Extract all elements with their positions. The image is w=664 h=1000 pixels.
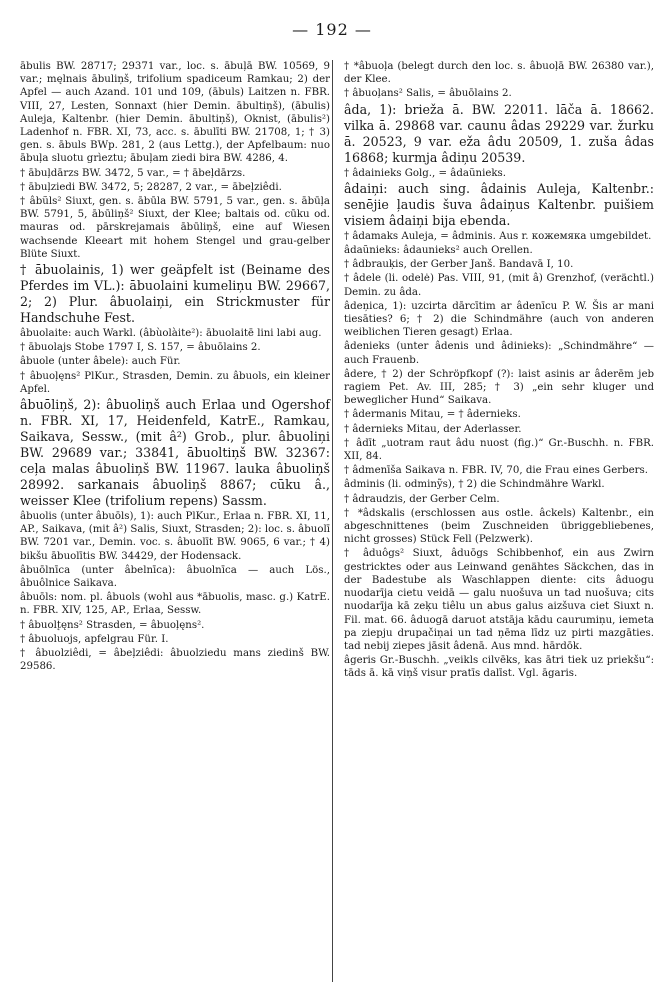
dictionary-entry: † âdamaks Auleja, = âdminis. Aus r. кожемяка umgebildet. [344, 230, 652, 242]
dictionary-entry: † âdele (li. odelė) Pas. VIII, 91, (mit â) Grenzhof, (verächtl.) Demin. zu âda. [344, 273, 654, 298]
dictionary-entry: âdaũnieks: âdaunieks² auch Orellen. [344, 245, 533, 257]
dictionary-entry: † âbuoļans² Salis, = âbuōlains 2. [344, 88, 512, 100]
right-column [344, 60, 654, 682]
dictionary-entry: † âdraudzis, der Gerber Celm. [344, 493, 500, 505]
dictionary-entry: âbuolis (unter âbuōls), 1): auch PlKur., Erlaa n. FBR. XI, 11, AP., Saikava, (mit â²) Salis, Siuxt, Strasden; 2): loc. s. âbuolī BW. 7201 var., Demin. voc. s. âbuolīt BW. 9065, 6 var.; † 4) bikšu ābuolītis BW. 34429, der Hodensack. [20, 511, 330, 562]
dictionary-entry: † ābuolainis, 1) wer geäpfelt ist (Beiname des Pferdes im VL.): ābuolaini kumeliņu BW. 29667, 2; 2) Plur. âbuolaiņi, ein Strickmuster für Handschuhe Fest. [20, 262, 330, 326]
dictionary-entry: † ābuolajs Stobe 1797 I, S. 157, = âbuōlains 2. [20, 342, 261, 354]
dictionary-entry: † âdbrauķis, der Gerber Janš. Bandavā I, 10. [344, 259, 574, 271]
dictionary-entry: âbuōls: nom. pl. âbuols (wohl aus *ābuolis, masc. g.) KatrE. n. FBR. XIV, 125, AP., Erlaa, Sessw. [20, 592, 330, 617]
dictionary-entry: † âdernieks Mitau, der Aderlasser. [344, 423, 522, 435]
column-divider [332, 60, 333, 982]
dictionary-entry: âbuōlnīca (unter âbelnīca): âbuolnīca — auch Lös., âbuôlnice Saikava. [20, 564, 330, 590]
dictionary-entry: † âdīt „uotram raut âdu nuost (fig.)“ Gr.-Buschh. n. FBR. XII, 84. [344, 437, 654, 463]
dictionary-entry: † âdermanis Mitau, = † âdernieks. [344, 409, 521, 421]
dictionary-entry: † âduôgs² Siuxt, âduōgs Schibbenhof, ein aus Zwirn gestricktes oder aus Leinwand genähtes Säckchen, das in der Badestube als Waschlappen diente: cits âduogu nuodarīja cietu veidā — galu nuošuva un tad nuošuva; cits nuodarīja kā zeķu tiêlu un abus galus aizšuva ciet Siuxt n. Fil. mat. 66. âduogā daruot atstāja kādu caurumiņu, iemeta pa ziepju drupačiņai un tad ņēma līdz uz pirti mazgāties. tad nebij ziepes jāsit âdenā. Aus mnd. hārdōk. [344, 548, 654, 652]
dictionary-entry: † *âdskalis (erschlossen aus ostle. âckels) Kaltenbr., ein abgeschnittenes (beim Zuschneiden übriggebliebenes, nicht grosses) Stück Fell (Pelzwerk). [344, 507, 654, 546]
dictionary-entry: âdaiņi: auch sing. âdainis Auleja, Kaltenbr.: senējie ļaudis šuva âdaiņus Kaltenbr. puišiem visiem âdaiņi bija ebenda. [344, 180, 654, 228]
dictionary-entry: † ābuļdārzs BW. 3472, 5 var., = † ābeļdārzs. [20, 167, 246, 179]
dictionary-entry: † âbuolziêdi, = âbeļziêdi: âbuolziedu mans ziedinš BW. 29586. [20, 648, 330, 673]
dictionary-entry: âbuole (unter âbele): auch Für. [20, 356, 181, 368]
dictionary-entry: † âdainieks Golg., = âdaũnieks. [344, 167, 507, 179]
dictionary-entry: âbuōliņš, 2): âbuoliņš auch Erlaa und Ogershof n. FBR. XI, 17, Heidenfeld, KatrE., Ramkau, Saikava, Sessw., (mit â²) Grob., plur. âbuoliņi BW. 29689 var.; 33841, ābuoltiņš BW. 32367: ceļa malas âbuoliņš BW. 11967. lauka âbuoliņš 28992. sarkanais âbuoliņš 8867; cūku â., weisser Klee (trifolium repens) Sassm. [20, 397, 330, 509]
dictionary-entry: † âdmenīša Saikava n. FBR. IV, 70, die Frau eines Gerbers. [344, 465, 648, 477]
dictionary-entry: † âbũls² Siuxt, gen. s. ābūla BW. 5791, 5 var., gen. s. ābūļa BW. 5791, 5, ābūliņš² Siuxt, der Klee; baltais od. cūku od. mauras od. pārskrejamais ābūliņš, eine auf Wiesen wachsende Kleeart mit hohem Stengel und grau-gelber Blüte Siuxt. [20, 196, 330, 260]
dictionary-entry: † âbuolt̨ęns² Strasden, = âbuoļęns². [20, 619, 205, 631]
dictionary-entry: † *âbuoļa (belegt durch den loc. s. âbuoļā BW. 26380 var.), der Klee. [344, 61, 654, 86]
dictionary-entry: âdere, † 2) der Schröpfkopf (?): laist asinis ar âderēm jeb ragiem Pet. Av. III, 285; † 3) „ein sehr kluger und beweglicher Hund“ Saikava. [344, 368, 654, 407]
dictionary-entry: † âbuoļęns² PlKur., Strasden, Demin. zu âbuols, ein kleiner Apfel. [20, 370, 330, 395]
dictionary-entry: † âbuoluojs, apfelgrau Für. I. [20, 633, 169, 645]
left-column [20, 60, 330, 675]
page-number: — 192 — [292, 20, 372, 39]
dictionary-entry: † ābuļziedi BW. 3472, 5; 28287, 2 var., = ābeļziêdi. [20, 181, 282, 193]
dictionary-entry: âdminis (li. odminỹs), † 2) die Schindmähre Warkl. [344, 479, 605, 491]
dictionary-entry: ābulis BW. 28717; 29371 var., loc. s. ābuļā BW. 10569, 9 var.; męlnais ābuliņš, trifolium spadiceum Ramkau; 2) der Apfel — auch Azand. 101 und 109, (ābuls) Laitzen n. FBR. VIII, 27, Lesten, Sonnaxt (hier Demin. ābultiņš), (ābulis) Auleja, Kaltenbr. (hier Demin. ābultiņš), Oknist, (ābulis²) Ladenhof n. FBR. XI, 73, acc. s. ābulīti BW. 21708, 1; † 3) gen. s. ābuls BWp. 281, 2 (aus Lettg.), der Apfelbaum: nuo ābuļa sluotu grìeztu; ābuļam ziedi bira BW. 4286, 4. [20, 61, 330, 165]
dictionary-entry: âgeris Gr.-Buschh. „veikls cilvēks, kas ātri tiek uz priekšu“: tāds ā. kā viņš visur pratīs dalīst. Vgl. āgaris. [344, 655, 654, 680]
dictionary-entry: âda, 1): brieža ā. BW. 22011. lāča ā. 18662. vilka ā. 29868 var. caunu âdas 29229 var. žurku ā. 20523, 9 var. eža âdu 20509, 1. zuša âdas 16868; kurmja âdiņu 20539. [344, 101, 654, 165]
dictionary-entry: âdenieks (unter âdenis und âdinieks): „Schindmähre“ — auch Frauenb. [344, 341, 654, 366]
dictionary-entry: âdeņica, 1): uzcirta dārcītim ar âdenīcu P. W. Šis ar mani tiesāties? 6; † 2) die Schindmähre (auch von anderen weiblichen Tieren gesagt) Erlaa. [344, 300, 654, 339]
dictionary-entry: âbuolaite: auch Warkl. (âbùolàite²): ābuolaitē lini labi aug. [20, 328, 322, 340]
